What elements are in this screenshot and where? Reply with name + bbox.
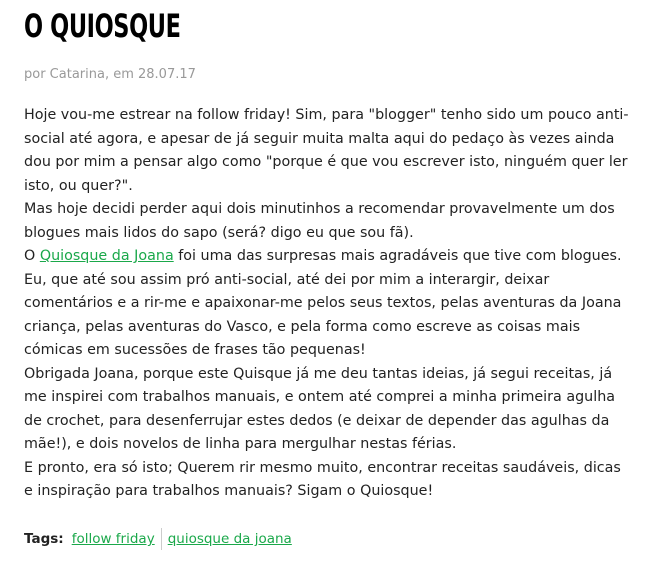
tags-label: Tags: — [24, 531, 64, 547]
tag-separator — [161, 528, 162, 550]
paragraph-4: Obrigada Joana, porque este Quisque já me deu tantas ideias, já segui receitas, já me inspirei com trabalhos manuais, e ontem até comprei a minha primeira agulha de crochet, para desenferrujar estes dedos (e deixar de depender das agulhas da mãe!), e dois novelos de linha para mergulhar nestas férias. — [24, 365, 616, 452]
paragraph-2: Mas hoje decidi perder aqui dois minutinhos a recomendar provavelmente um dos blogues mais lidos do sapo (será? digo eu que sou fã). — [24, 201, 615, 241]
tag-follow-friday[interactable]: follow friday — [71, 531, 155, 547]
quiosque-da-joana-link[interactable]: Quiosque da Joana — [39, 248, 174, 264]
paragraph-3-suffix: foi uma das surpresas mais agradáveis que tive com blogues. Eu, que até sou assim pró anti-social, até dei por mim a interargir, deixar comentários e a rir-me e apaixonar-me pelos seus textos, pelas aventuras da Joana criança, pelas aventuras do Vasco, e pela forma como escreve as coisas mais cómicas em sucessões de frases tão pequenas! — [24, 248, 622, 358]
post-title: O QUIOSQUE — [24, 7, 181, 45]
post-meta: por Catarina, em 28.07.17 — [24, 67, 196, 82]
post-tags — [24, 528, 292, 550]
paragraph-3-prefix: O — [24, 248, 40, 264]
paragraph-5: E pronto, era só isto; Querem rir mesmo muito, encontrar receitas saudáveis, dicas e inspiração para trabalhos manuais? Sigam o Quiosque! — [24, 459, 621, 499]
post-body — [24, 104, 634, 504]
tag-quiosque-da-joana[interactable]: quiosque da joana — [167, 531, 292, 547]
paragraph-3 — [24, 245, 634, 363]
paragraph-1: Hoje vou-me estrear na follow friday! Sim, para "blogger" tenho sido um pouco anti-social até agora, e apesar de já seguir muita malta aqui do pedaço às vezes ainda dou por mim a pensar algo como "porque é que vou escrever isto, ninguém quer ler isto, ou quer?". — [24, 107, 629, 194]
